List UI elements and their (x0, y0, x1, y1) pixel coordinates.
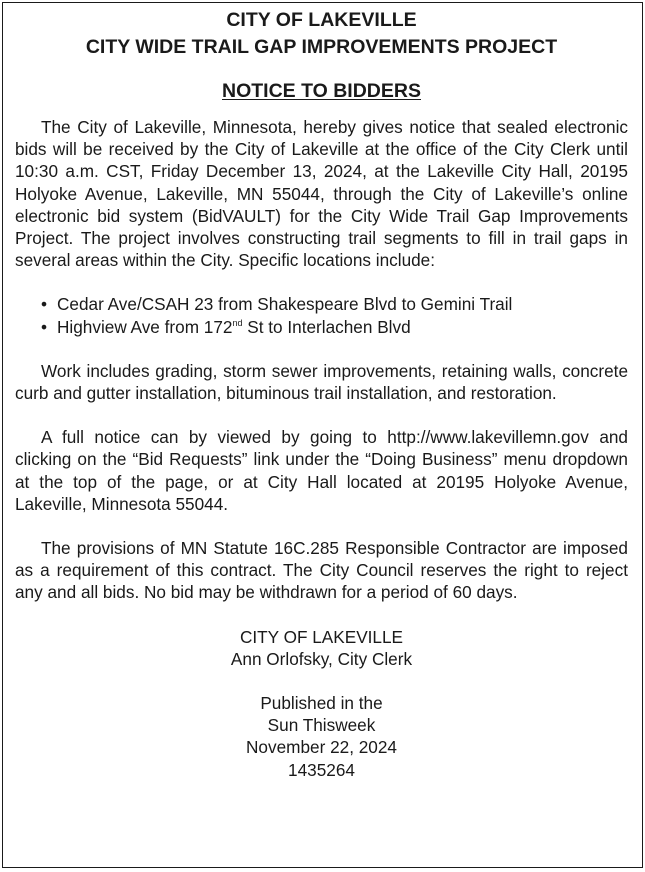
signature-block (15, 626, 628, 670)
publication-date: November 22, 2024 (246, 737, 397, 758)
list-item (41, 293, 628, 315)
city-heading: CITY OF LAKEVILLE (226, 9, 417, 31)
legal-notice (2, 2, 643, 868)
ad-number: 1435264 (288, 759, 355, 780)
signature-city: CITY OF LAKEVILLE (239, 626, 404, 647)
location-text-start: Highview Ave from 172 (57, 316, 233, 337)
list-item (41, 316, 628, 338)
ordinal-suffix: nd (232, 317, 243, 328)
notice-title: NOTICE TO BIDDERS (222, 80, 421, 102)
location-text-end: St to Interlachen Blvd (242, 316, 411, 337)
work-paragraph: Work includes grading, storm sewer improvements, retaining walls, concrete curb and gutter installation, bituminous trail installation, and restoration. (15, 360, 628, 404)
intro-paragraph: The City of Lakeville, Minnesota, hereby gives notice that sealed electronic bids will be received by the City of Lakeville at the office of the City Clerk until 10:30 a.m. CST, Friday December 13, 2024, at the Lakeville City Hall, 20195 Holyoke Avenue, Lakeville, MN 55044, through the City of Lakeville’s online electronic bid system (BidVAULT) for the City Wide Trail Gap Improvements Project. The project involves constructing trail segments to fill in trail gaps in several areas within the City. Specific locations include: (15, 117, 628, 271)
location-text: Cedar Ave/CSAH 23 from Shakespeare Blvd to Gemini Trail (57, 294, 513, 315)
published-in-label: Published in the (260, 693, 383, 714)
signature-clerk: Ann Orlofsky, City Clerk (230, 648, 413, 669)
newspaper-name: Sun Thisweek (267, 715, 376, 736)
project-heading: CITY WIDE TRAIL GAP IMPROVEMENTS PROJECT (85, 36, 558, 58)
provisions-paragraph: The provisions of MN Statute 16C.285 Responsible Contractor are imposed as a requirement of this contract. The City Council reserves the right to reject any and all bids. No bid may be withdrawn for a period of 60 days. (15, 538, 628, 603)
publication-block (15, 692, 628, 781)
full-notice-paragraph: A full notice can by viewed by going to http://www.lakevillemn.gov and clicking on the “Bid Requests” link under the “Doing Business” menu dropdown at the top of the page, or at City Hall located at 20195 Holyoke Avenue, Lakeville, Minnesota 55044. (15, 427, 628, 514)
locations-list (15, 293, 628, 337)
